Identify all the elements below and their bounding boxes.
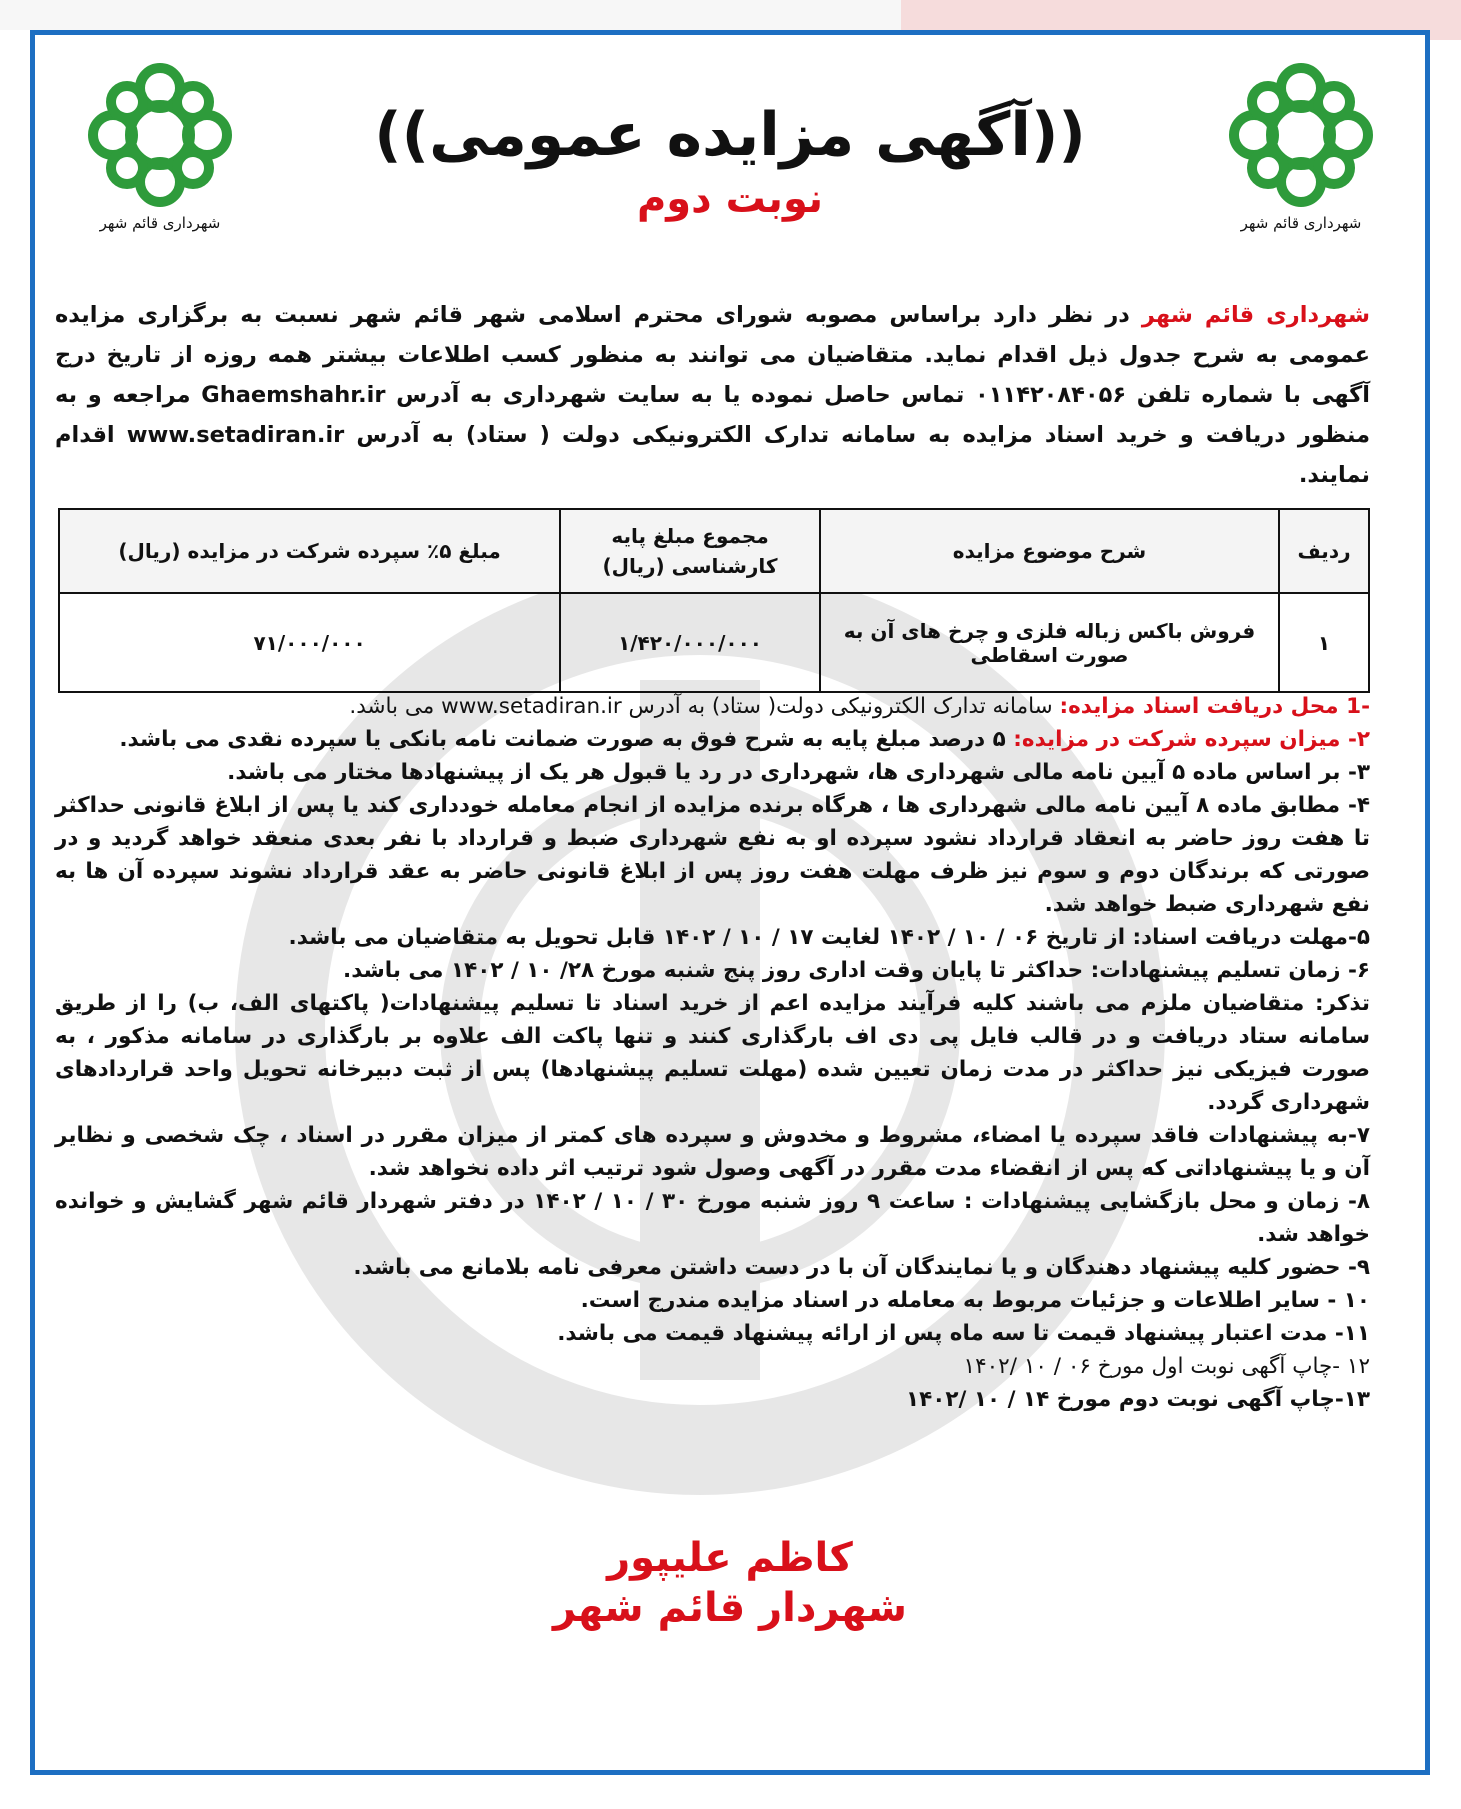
clause-1 — [55, 690, 1370, 723]
clause-6: ۶- زمان تسلیم پیشنهادات: حداکثر تا پایان وقت اداری روز پنج شنبه مورخ ۲۸/ ۱۰ / ۱۴۰۲ می باشد. — [343, 958, 1370, 983]
top-strip — [0, 0, 1461, 30]
clause-2-label: ۲- میزان سپرده شرکت در مزایده: — [1013, 727, 1370, 752]
auction-clauses — [55, 690, 1370, 1416]
signatory-role: شهردار قائم شهر — [553, 1585, 907, 1631]
clause-3: ۳- بر اساس ماده ۵ آیین نامه مالی شهرداری ها، شهرداری در رد یا قبول هر یک از پیشنهادها مختار می باشد. — [227, 760, 1370, 785]
logo-caption: شهرداری قائم شهر — [99, 214, 221, 232]
clause-13: ۱۳-چاپ آگهی نوبت دوم مورخ ۱۴ / ۱۰ /۱۴۰۲ — [906, 1387, 1370, 1412]
table-row — [59, 593, 1369, 692]
municipality-emblem-icon — [1221, 60, 1381, 210]
signatory-name: کاظم علیپور — [607, 1535, 853, 1581]
base-price: ۱/۴۲۰/۰۰۰/۰۰۰ — [560, 593, 820, 692]
col-header: مبلغ ۵٪ سپرده شرکت در مزایده (ریال) — [59, 509, 560, 593]
deposit-amount: ۷۱/۰۰۰/۰۰۰ — [59, 593, 560, 692]
clause-12: ۱۲ -چاپ آگهی نوبت اول مورخ ۰۶ / ۱۰ /۱۴۰۲ — [963, 1354, 1370, 1379]
clause-2-text: ۵ درصد مبلغ پایه به شرح فوق به صورت ضمانت نامه بانکی یا سپرده نقدی می باشد. — [119, 727, 1014, 752]
col-header: مجموع مبلغ پایه کارشناسی (ریال) — [560, 509, 820, 593]
clause-9: ۹- حضور کلیه پیشنهاد دهندگان و یا نمایندگان آن با در دست داشتن معرفی نامه بلامانع می باشد. — [353, 1255, 1370, 1280]
item-description: فروش باکس زباله فلزی و چرخ های آن به صورت اسقاطی — [820, 593, 1279, 692]
intro-org: شهرداری قائم شهر — [1141, 302, 1370, 328]
notice-header — [320, 100, 1140, 222]
clause-11: ۱۱- مدت اعتبار پیشنهاد قیمت تا سه ماه پس از ارائه پیشنهاد قیمت می باشد. — [557, 1321, 1370, 1346]
auction-table — [58, 508, 1370, 693]
municipality-logo-left — [60, 60, 260, 232]
intro-paragraph — [55, 295, 1370, 495]
col-header: شرح موضوع مزایده — [820, 509, 1279, 593]
clause-note: تذکر: متقاضیان ملزم می باشند کلیه فرآیند مزایده اعم از خرید اسناد تا تسلیم پیشنهادات( پاکتهای الف، ب) را از طریق سامانه ستاد دریافت و در قالب فایل پی دی اف بارگذاری کنند و تنها پاکت الف علاوه بر بارگذاری در سامانه مذکور ، به صورت فیزیکی نیز حداکثر در مدت زمان تعیین شده (مهلت تسلیم پیشنهادها) پس از ثبت دبیرخانه تحویل واحد قراردادهای شهرداری گردد. — [55, 991, 1370, 1115]
municipality-emblem-icon — [80, 60, 240, 210]
clause-7: ۷-به پیشنهادات فاقد سپرده یا امضاء، مشروط و مخدوش و سپرده های کمتر از میزان مقرر در اسناد ، چک شخصی و نظایر آن و یا پیشنهاداتی که پس از انقضاء مدت مقرر در آگهی وصول شود ترتیب اثر داده نخواهد شد. — [55, 1123, 1370, 1181]
notice-subtitle: نوبت دوم — [636, 176, 824, 222]
intro-text: در نظر دارد براساس مصوبه شورای محترم اسلامی شهر قائم شهر نسبت به برگزاری مزایده عمومی به شرح جدول ذیل اقدام نماید. متقاضیان می توانند به منظور کسب اطلاعات بیشتر همه روزه از تاریخ درج آگهی با شماره تلفن ۰۱۱۴۲۰۸۴۰۵۶ تماس حاصل نموده یا به سایت شهرداری به آدرس Ghaemshahr.ir مراجعه و به منظور دریافت و خرید اسناد مزایده به سامانه تدارک الکترونیکی دولت ( ستاد) به آدرس www.setadiran.ir اقدام نمایند. — [55, 302, 1370, 488]
col-header: ردیف — [1279, 509, 1369, 593]
clause-8: ۸- زمان و محل بازگشایی پیشنهادات : ساعت ۹ روز شنبه مورخ ۳۰ / ۱۰ / ۱۴۰۲ در دفتر شهردار قائم شهر گشایش و خوانده خواهد شد. — [55, 1189, 1370, 1247]
clause-2 — [55, 723, 1370, 756]
municipality-logo-right — [1201, 60, 1401, 232]
logo-caption: شهرداری قائم شهر — [1240, 214, 1362, 232]
table-header-row — [59, 509, 1369, 593]
clause-10: ۱۰ - سایر اطلاعات و جزئیات مربوط به معامله در اسناد مزایده مندرج است. — [580, 1288, 1370, 1313]
row-number: ۱ — [1279, 593, 1369, 692]
clause-5: ۵-مهلت دریافت اسناد: از تاریخ ۰۶ / ۱۰ / ۱۴۰۲ لغایت ۱۷ / ۱۰ / ۱۴۰۲ قابل تحویل به متقاضیان می باشد. — [288, 925, 1370, 950]
clause-4: ۴- مطابق ماده ۸ آیین نامه مالی شهرداری ها ، هرگاه برنده مزایده از انجام معامله خودداری کند یا پس از ابلاغ قانونی حداکثر تا هفت روز حاضر به انعقاد قرارداد نشود سپرده او به نفع شهرداری ضبط و قرارداد با نفر بعدی منعقد خواهد گردید و در صورتی که برندگان دوم و سوم نیز ظرف مهلت هفت روز پس از ابلاغ قانونی حاضر به عقد قرارداد نشوند سپرده آن ها به نفع شهرداری ضبط خواهد شد. — [55, 793, 1370, 917]
signature-block — [480, 1535, 980, 1631]
notice-title: ((آگهی مزایده عمومی)) — [374, 100, 1086, 170]
clause-1-label: -1 محل دریافت اسناد مزایده: — [1059, 694, 1370, 719]
clause-1-text: سامانه تدارک الکترونیکی دولت( ستاد) به آدرس www.setadiran.ir می باشد. — [349, 694, 1060, 719]
